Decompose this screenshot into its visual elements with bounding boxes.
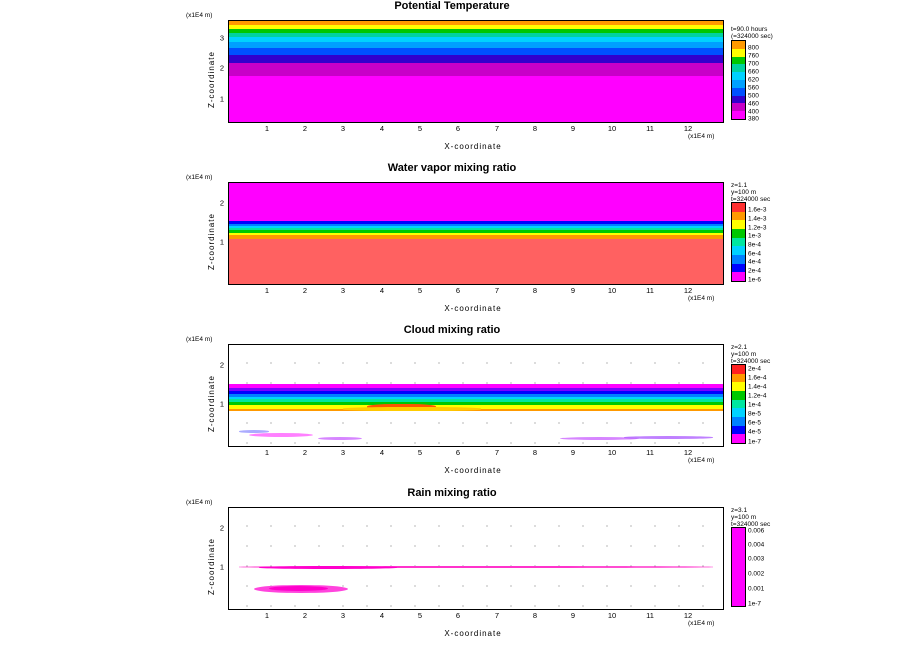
low-cloud-streak (318, 437, 362, 440)
y-axis-label: Z-coordinate (207, 51, 216, 108)
y-tick-label: 2 (219, 523, 224, 533)
colorbar-tick-label: 8e-5 (748, 410, 762, 418)
colorbar-tick-label: 1e-6 (748, 276, 762, 284)
x-tick-label: 7 (494, 611, 500, 620)
x-axis-label: X-coordinate (444, 304, 502, 313)
colorbar-segment (732, 528, 745, 606)
colorbar-tick-label: 1.4e-4 (748, 383, 767, 391)
contour-band (229, 239, 723, 284)
x-tick-label: 1 (264, 286, 270, 295)
low-cloud-streak (239, 430, 269, 433)
colorbar-segment (732, 382, 745, 391)
y-tick-label: 1 (219, 237, 224, 247)
panel-title: Potential Temperature (394, 0, 510, 12)
y-axis-unit: (x1E4 m) (186, 12, 213, 19)
x-tick-label: 4 (379, 611, 385, 620)
contour-band (229, 37, 723, 42)
colorbar-tick-label: 2e-4 (748, 267, 762, 275)
colorbar-segment (732, 365, 745, 374)
x-tick-label: 7 (494, 286, 500, 295)
colorbar-water-vapor-mixing-ratio (731, 202, 746, 282)
colorbar-tick-label: 0.004 (748, 541, 765, 549)
colorbar-segment (732, 408, 745, 417)
colorbar-segment (732, 272, 745, 281)
x-axis-label: X-coordinate (444, 629, 502, 638)
annotation-time: t=90.0 hours (731, 26, 768, 33)
x-tick-label: 9 (570, 124, 576, 133)
x-tick-label: 11 (646, 286, 654, 295)
x-tick-label: 9 (570, 611, 576, 620)
y-tick-label: 1 (219, 399, 224, 409)
colorbar-segment (732, 49, 745, 57)
x-tick-label: 4 (379, 124, 385, 133)
y-axis-unit: (x1E4 m) (186, 499, 213, 506)
colorbar-tick-label: 700 (748, 60, 759, 68)
x-axis-label: X-coordinate (444, 466, 502, 475)
colorbar-segment (732, 41, 745, 49)
annotation-z: z=3.1 (731, 507, 748, 514)
colorbar-segment (732, 426, 745, 435)
x-tick-label: 11 (646, 611, 654, 620)
grid-dots (229, 508, 723, 609)
x-tick-label: 3 (340, 124, 346, 133)
x-tick-label: 8 (532, 611, 538, 620)
colorbar-tick-label: 1.2e-3 (748, 224, 767, 232)
x-tick-label: 10 (607, 611, 617, 620)
panel-title: Rain mixing ratio (407, 487, 497, 499)
x-tick-label: 4 (379, 448, 385, 457)
colorbar-tick-label: 760 (748, 52, 759, 60)
colorbar-tick-label: 460 (748, 100, 759, 108)
x-tick-label: 9 (570, 286, 576, 295)
colorbar-segment (732, 103, 745, 111)
colorbar-tick-label: 1e-4 (748, 401, 762, 409)
colorbar-tick-label: 1.6e-4 (748, 374, 767, 382)
x-tick-label: 8 (532, 286, 538, 295)
annotation-y: y=100 m (731, 514, 757, 521)
y-tick-label: 2 (219, 63, 224, 73)
x-tick-label: 3 (340, 448, 346, 457)
x-tick-label: 3 (340, 611, 346, 620)
panel-potential-temperature (0, 0, 904, 155)
colorbar-tick-label: 0.001 (748, 585, 765, 593)
x-tick-label: 10 (607, 124, 617, 133)
x-tick-label: 2 (302, 448, 308, 457)
colorbar-segment (732, 111, 745, 119)
panel-water-vapor-mixing-ratio (0, 162, 904, 317)
plot-area-cloud-mixing-ratio (228, 344, 724, 447)
colorbar-segment (732, 88, 745, 96)
annotation-z: z=1.1 (731, 182, 748, 189)
colorbar-tick-label: 380 (748, 115, 759, 123)
x-axis-unit: (x1E4 m) (688, 133, 715, 140)
y-axis-label: Z-coordinate (207, 213, 216, 270)
x-tick-label: 2 (302, 286, 308, 295)
colorbar-segment (732, 246, 745, 255)
x-axis-unit: (x1E4 m) (688, 457, 715, 464)
colorbar-tick-label: 800 (748, 44, 759, 52)
colorbar-tick-label: 6e-4 (748, 250, 762, 258)
annotation-z: z=2.1 (731, 344, 748, 351)
y-axis-label: Z-coordinate (207, 375, 216, 432)
cloud-max-patch (343, 407, 481, 411)
colorbar-tick-label: 4e-4 (748, 258, 762, 266)
x-tick-label: 5 (417, 124, 423, 133)
colorbar-segment (732, 212, 745, 221)
x-tick-label: 6 (455, 124, 461, 133)
annotation-time-sec: (=324000 sec) (731, 33, 773, 40)
y-tick-label: 1 (219, 94, 224, 104)
x-axis-label: X-coordinate (444, 142, 502, 151)
x-tick-label: 3 (340, 286, 346, 295)
y-tick-label: 1 (219, 562, 224, 572)
colorbar-tick-label: 560 (748, 84, 759, 92)
x-tick-label: 10 (607, 448, 617, 457)
y-tick-label: 3 (219, 33, 224, 43)
x-tick-label: 4 (379, 286, 385, 295)
x-tick-label: 5 (417, 448, 423, 457)
annotation-t: t=324000 sec (731, 521, 771, 528)
colorbar-tick-label: 4e-5 (748, 428, 762, 436)
x-tick-label: 5 (417, 286, 423, 295)
panel-rain-mixing-ratio (0, 487, 904, 647)
contour-band (229, 33, 723, 37)
y-axis-unit: (x1E4 m) (186, 174, 213, 181)
x-axis-unit: (x1E4 m) (688, 620, 715, 627)
x-tick-label: 2 (302, 124, 308, 133)
colorbar-segment (732, 72, 745, 80)
x-tick-label: 6 (455, 611, 461, 620)
x-tick-label: 8 (532, 448, 538, 457)
annotation-y: y=100 m (731, 351, 757, 358)
colorbar-tick-label: 0.006 (748, 527, 765, 535)
contour-band (229, 42, 723, 48)
x-tick-label: 8 (532, 124, 538, 133)
x-tick-label: 12 (683, 448, 693, 457)
annotation-t: t=324000 sec (731, 196, 771, 203)
colorbar-tick-label: 1.2e-4 (748, 392, 767, 400)
plot-area-water-vapor-mixing-ratio (228, 182, 724, 285)
colorbar-tick-label: 660 (748, 68, 759, 76)
colorbar-tick-label: 400 (748, 108, 759, 116)
plot-area-rain-mixing-ratio (228, 507, 724, 610)
x-tick-label: 12 (683, 611, 693, 620)
plot-area-potential-temperature (228, 20, 724, 123)
colorbar-segment (732, 434, 745, 443)
colorbar-segment (732, 229, 745, 238)
colorbar-segment (732, 255, 745, 264)
colorbar-segment (732, 374, 745, 383)
colorbar-segment (732, 57, 745, 65)
x-axis-unit: (x1E4 m) (688, 295, 715, 302)
x-tick-label: 11 (646, 448, 654, 457)
x-tick-label: 12 (683, 124, 693, 133)
x-tick-label: 11 (646, 124, 654, 133)
colorbar-segment (732, 238, 745, 247)
rain-filament (259, 566, 397, 569)
x-tick-label: 7 (494, 448, 500, 457)
contour-band (229, 76, 723, 122)
x-tick-label: 7 (494, 124, 500, 133)
colorbar-rain-mixing-ratio (731, 527, 746, 607)
y-tick-label: 2 (219, 198, 224, 208)
x-tick-label: 6 (455, 286, 461, 295)
colorbar-tick-label: 6e-5 (748, 419, 762, 427)
panel-title: Water vapor mixing ratio (387, 162, 517, 174)
colorbar-segment (732, 80, 745, 88)
x-tick-label: 6 (455, 448, 461, 457)
x-tick-label: 1 (264, 448, 270, 457)
x-tick-label: 2 (302, 611, 308, 620)
colorbar-tick-label: 2e-4 (748, 365, 762, 373)
colorbar-tick-label: 1e-7 (748, 600, 762, 608)
colorbar-tick-label: 620 (748, 76, 759, 84)
x-tick-label: 10 (607, 286, 617, 295)
colorbar-tick-label: 500 (748, 92, 759, 100)
y-axis-label: Z-coordinate (207, 538, 216, 595)
low-cloud-streak (624, 436, 713, 439)
panel-cloud-mixing-ratio (0, 324, 904, 479)
y-tick-label: 2 (219, 360, 224, 370)
colorbar-potential-temperature (731, 40, 746, 120)
colorbar-segment (732, 64, 745, 72)
colorbar-tick-label: 0.002 (748, 570, 765, 578)
annotation-y: y=100 m (731, 189, 757, 196)
annotation-t: t=324000 sec (731, 358, 771, 365)
x-tick-label: 5 (417, 611, 423, 620)
colorbar-segment (732, 203, 745, 212)
contour-band (229, 63, 723, 75)
contour-band (229, 21, 723, 25)
x-tick-label: 1 (264, 611, 270, 620)
colorbar-segment (732, 391, 745, 400)
colorbar-tick-label: 1e-3 (748, 232, 762, 240)
contour-band (229, 29, 723, 33)
x-tick-label: 1 (264, 124, 270, 133)
contour-band (229, 183, 723, 221)
colorbar-segment (732, 417, 745, 426)
rain-blob (269, 586, 328, 591)
colorbar-cloud-mixing-ratio (731, 364, 746, 444)
colorbar-tick-label: 1.4e-3 (748, 215, 767, 223)
colorbar-segment (732, 264, 745, 273)
x-tick-label: 9 (570, 448, 576, 457)
contour-band (229, 25, 723, 30)
contour-band (229, 48, 723, 55)
x-tick-label: 12 (683, 286, 693, 295)
colorbar-segment (732, 220, 745, 229)
panel-title: Cloud mixing ratio (403, 324, 501, 336)
colorbar-segment (732, 96, 745, 104)
colorbar-tick-label: 0.003 (748, 555, 765, 563)
y-axis-unit: (x1E4 m) (186, 336, 213, 343)
colorbar-tick-label: 1e-7 (748, 438, 762, 446)
colorbar-tick-label: 1.6e-3 (748, 206, 767, 214)
colorbar-segment (732, 400, 745, 409)
colorbar-tick-label: 8e-4 (748, 241, 762, 249)
low-cloud-streak (249, 433, 313, 437)
contour-band (229, 55, 723, 63)
